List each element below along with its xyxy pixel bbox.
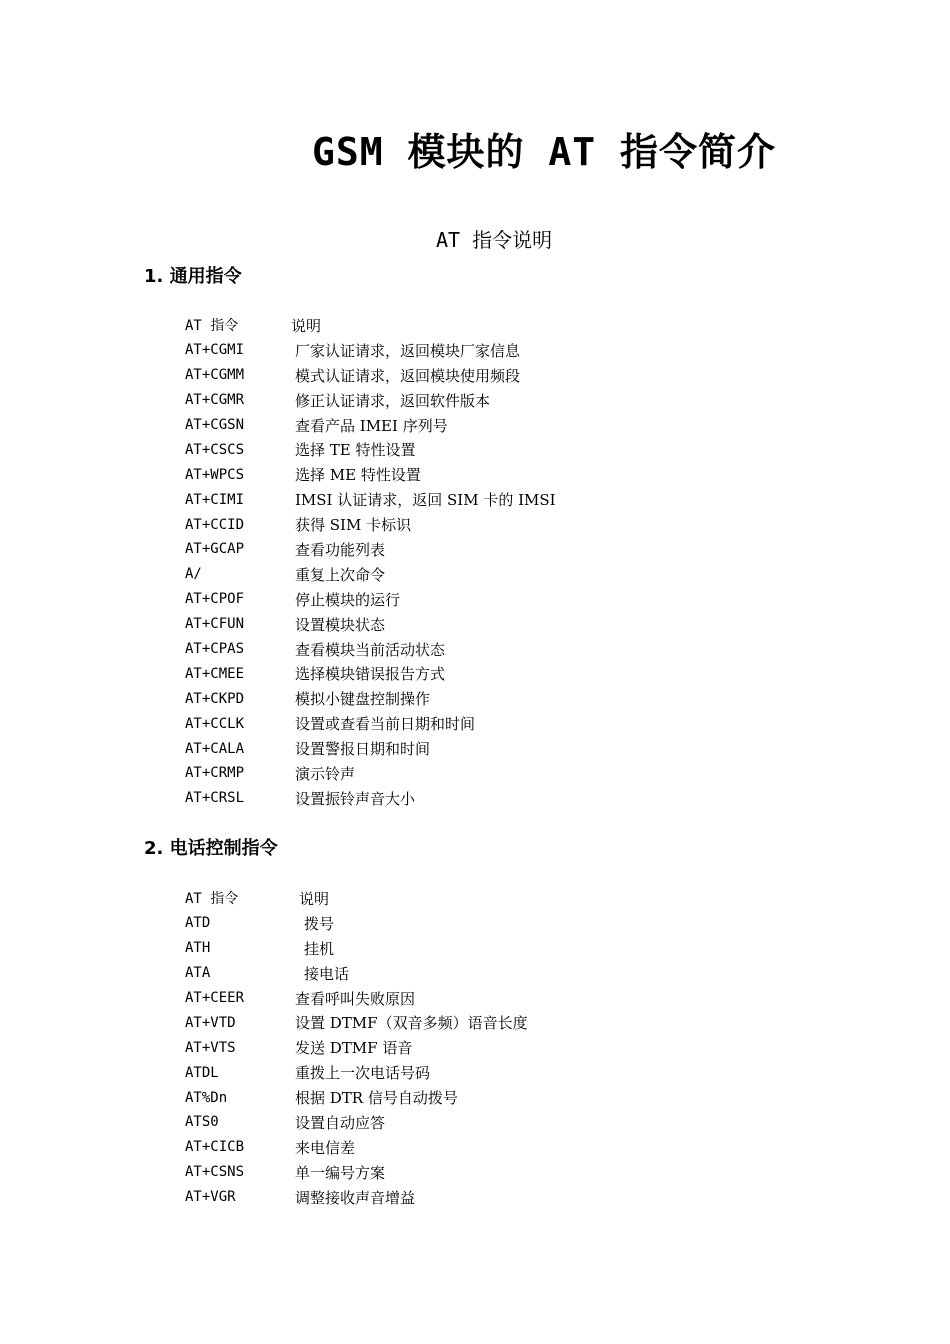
command-description: 查看模块当前活动状态: [295, 640, 446, 659]
command-description: 模式认证请求，返回模块使用频段: [295, 366, 521, 385]
table-row: [185, 736, 665, 761]
command-description: 重拨上一次电话号码: [295, 1064, 431, 1083]
table-row: [185, 936, 665, 961]
command-description: 模拟小键盘控制操作: [295, 690, 431, 709]
table-header-row: [185, 313, 665, 338]
command-code: AT+CIMI: [185, 491, 245, 508]
command-description: 来电信差: [295, 1138, 356, 1157]
section-heading-general: 1. 通用指令: [144, 266, 242, 287]
general-commands-table: [185, 313, 665, 811]
command-description: 发送 DTMF 语音: [295, 1039, 413, 1058]
column-header-description: 说明: [291, 316, 322, 335]
command-description: 停止模块的运行: [295, 590, 401, 609]
command-code: AT+CKPD: [185, 690, 245, 707]
command-code: AT+CPOF: [185, 591, 245, 608]
command-description: 修正认证请求，返回软件版本: [295, 391, 491, 410]
table-row: [185, 986, 665, 1011]
table-row: [185, 487, 665, 512]
command-code: AT+WPCS: [185, 466, 245, 483]
table-row: [185, 761, 665, 786]
call-control-commands-table: [185, 886, 665, 1210]
column-header-command: AT 指令: [185, 318, 239, 335]
command-code: AT+CGMR: [185, 392, 245, 409]
command-description: 厂家认证请求，返回模块厂家信息: [295, 341, 521, 360]
table-row: [185, 961, 665, 986]
command-code: ATDL: [185, 1064, 219, 1081]
command-code: AT+VTS: [185, 1039, 236, 1056]
table-row: [185, 437, 665, 462]
table-row: [185, 711, 665, 736]
command-description: 选择 TE 特性设置: [295, 441, 416, 460]
document-subtitle: AT 指令说明: [436, 228, 553, 252]
command-code: ATD: [185, 915, 211, 932]
command-code: AT+CPAS: [185, 641, 245, 658]
document-title: GSM 模块的 AT 指令简介: [312, 130, 777, 174]
table-row: [185, 1110, 665, 1135]
command-code: AT+CEER: [185, 990, 245, 1006]
command-code: AT+VGR: [185, 1189, 236, 1206]
command-description: 重复上次命令: [295, 565, 386, 584]
table-row: [185, 388, 665, 413]
command-code: AT%Dn: [185, 1089, 228, 1106]
command-description: 设置 DTMF（双音多频）语音长度: [295, 1014, 528, 1033]
table-row: [185, 612, 665, 637]
command-description: 拨号: [304, 914, 335, 933]
table-row: [185, 911, 665, 936]
command-description: 选择 ME 特性设置: [295, 466, 421, 485]
command-description: 设置自动应答: [295, 1113, 386, 1132]
table-row: [185, 1135, 665, 1160]
table-row: [185, 562, 665, 587]
command-description: 选择模块错误报告方式: [295, 665, 446, 684]
table-row: [185, 1185, 665, 1210]
section-heading-call-control: 2. 电话控制指令: [144, 838, 278, 859]
command-description: 设置或查看当前日期和时间: [295, 715, 476, 734]
table-row: [185, 338, 665, 363]
column-header-description: 说明: [299, 889, 330, 908]
command-description: 根据 DTR 信号自动拨号: [295, 1089, 458, 1108]
command-code: AT+CCID: [185, 516, 245, 533]
command-code: AT+CSCS: [185, 441, 245, 458]
table-row: [185, 1035, 665, 1060]
command-description: 查看功能列表: [295, 540, 386, 559]
command-code: AT+CRMP: [185, 765, 245, 782]
table-row: [185, 786, 665, 811]
command-description: 接电话: [304, 964, 350, 983]
command-code: A/: [185, 566, 202, 583]
command-code: AT+CFUN: [185, 616, 245, 633]
command-code: AT+CSNS: [185, 1164, 245, 1181]
table-row: [185, 413, 665, 438]
command-description: 获得 SIM 卡标识: [295, 516, 412, 535]
command-code: AT+CRSL: [185, 790, 245, 807]
command-code: ATA: [185, 965, 211, 982]
table-header-row: [185, 886, 665, 911]
command-code: AT+CALA: [185, 740, 245, 757]
table-row: [185, 512, 665, 537]
command-description: 挂机: [304, 939, 335, 958]
command-description: 设置振铃声音大小: [295, 789, 416, 808]
command-code: AT+GCAP: [185, 541, 245, 558]
table-row: [185, 1060, 665, 1085]
command-description: IMSI 认证请求，返回 SIM 卡的 IMSI: [295, 491, 556, 510]
table-row: [185, 587, 665, 612]
command-description: 单一编号方案: [295, 1163, 386, 1182]
table-row: [185, 537, 665, 562]
command-code: AT+CGMI: [185, 342, 245, 359]
command-code: AT+CGMM: [185, 367, 245, 384]
command-description: 设置警报日期和时间: [295, 740, 431, 759]
command-description: 查看呼叫失败原因: [295, 989, 416, 1008]
command-code: AT+VTD: [185, 1014, 236, 1031]
command-code: ATH: [185, 940, 211, 957]
command-description: 设置模块状态: [295, 615, 386, 634]
command-description: 演示铃声: [295, 764, 356, 783]
table-row: [185, 661, 665, 686]
command-code: AT+CGSN: [185, 417, 245, 433]
table-row: [185, 462, 665, 487]
command-code: AT+CCLK: [185, 715, 245, 732]
table-row: [185, 1085, 665, 1110]
command-code: AT+CICB: [185, 1139, 245, 1156]
command-description: 查看产品 IMEI 序列号: [295, 416, 448, 435]
table-row: [185, 1160, 665, 1185]
command-description: 调整接收声音增益: [295, 1188, 416, 1207]
command-code: ATS0: [185, 1114, 219, 1131]
table-row: [185, 1010, 665, 1035]
table-row: [185, 363, 665, 388]
table-row: [185, 637, 665, 662]
column-header-command: AT 指令: [185, 891, 239, 908]
table-row: [185, 686, 665, 711]
command-code: AT+CMEE: [185, 665, 245, 682]
